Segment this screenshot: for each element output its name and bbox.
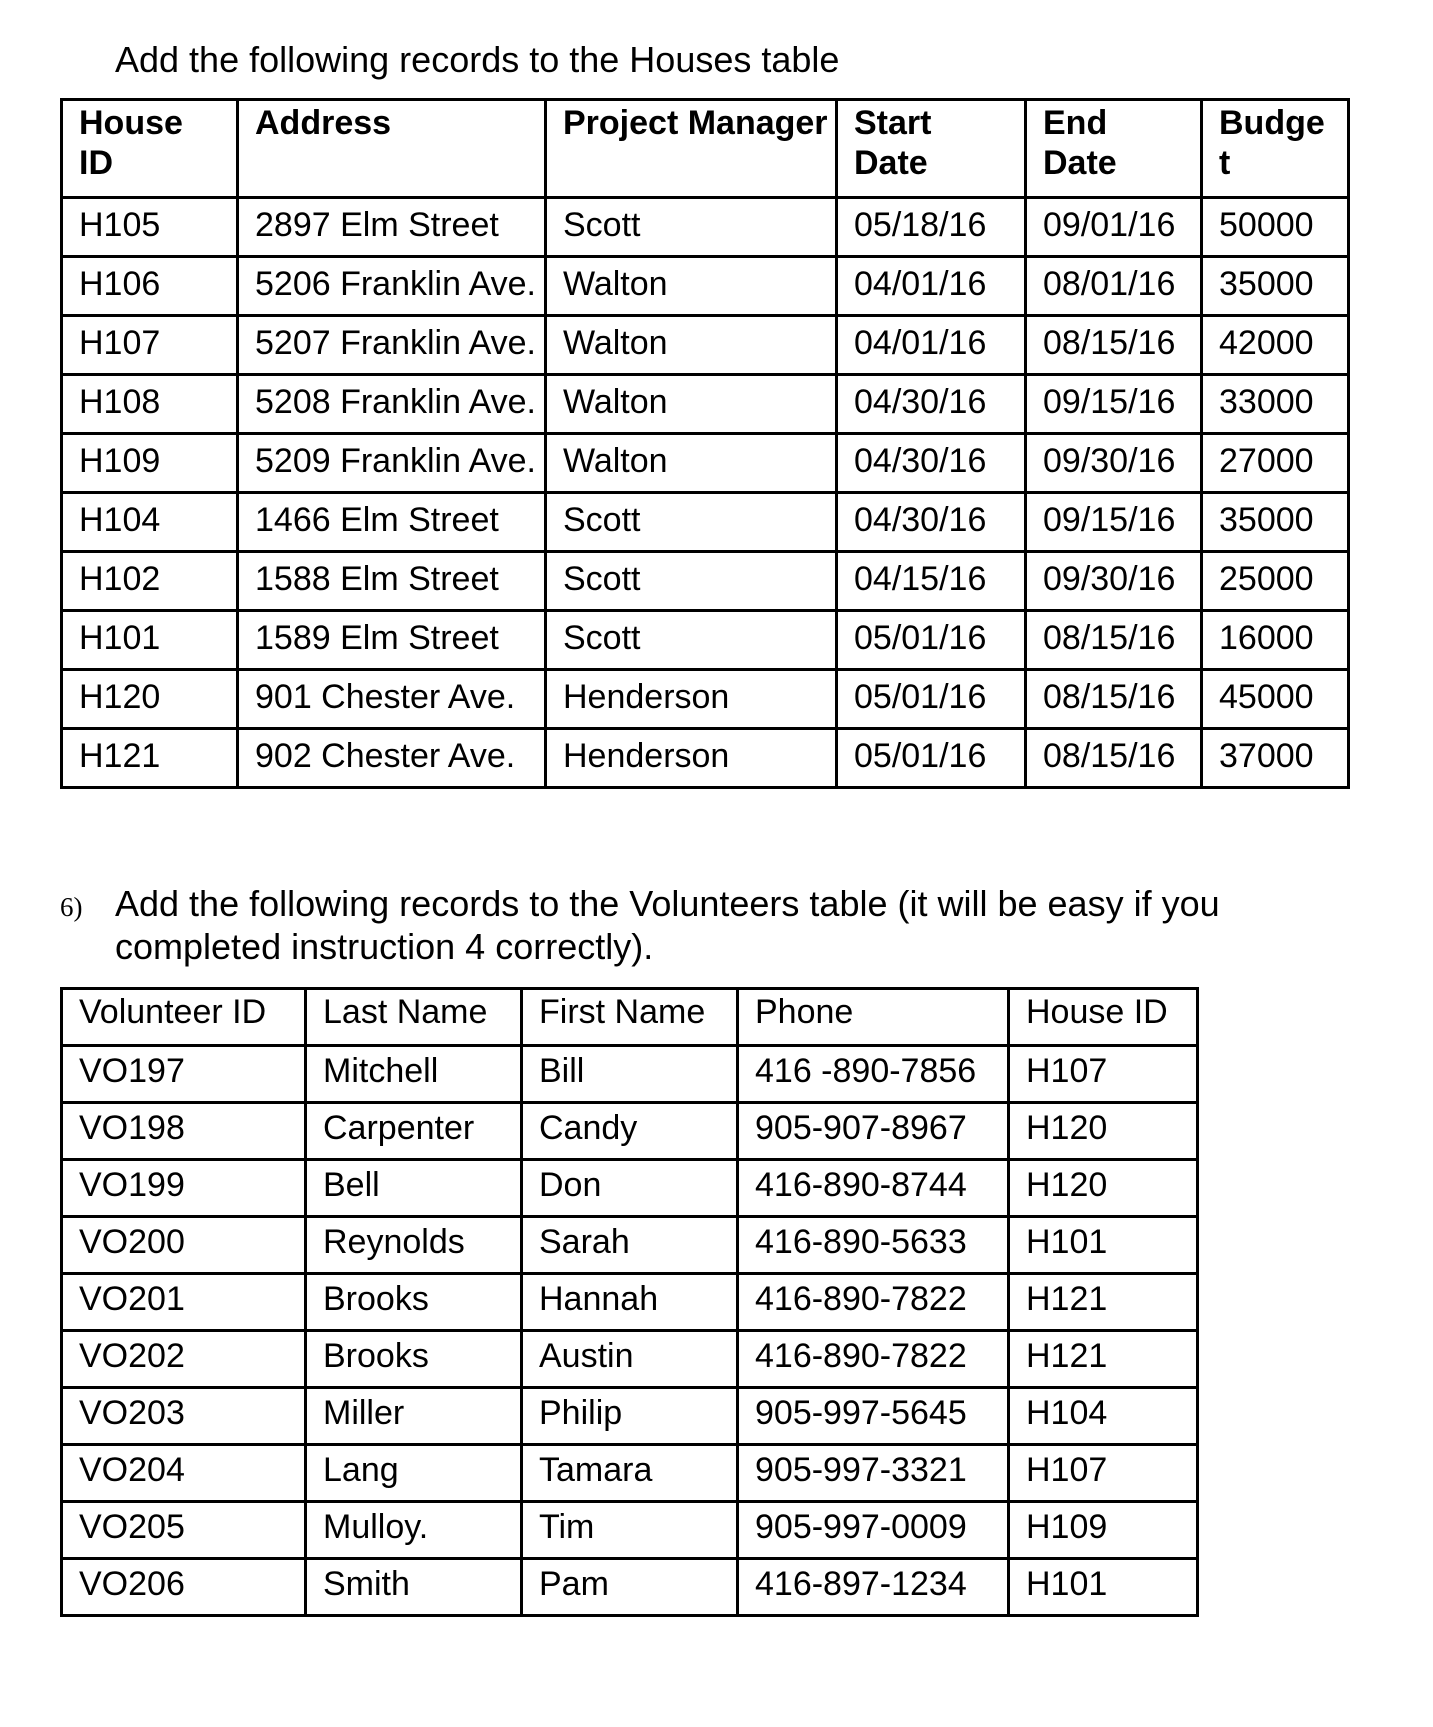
house-id-cell: H121 [1009,1331,1198,1388]
start-date-cell: 05/01/16 [837,729,1026,788]
project-manager-cell: Walton [546,375,837,434]
start-date-cell: 05/01/16 [837,611,1026,670]
houses-row [62,552,1349,611]
volunteers-row [62,1046,1198,1103]
volunteers-row [62,1274,1198,1331]
house-id-cell: H120 [1009,1103,1198,1160]
house-id-cell: H109 [1009,1502,1198,1559]
start-date-cell: 04/30/16 [837,434,1026,493]
phone-cell: 905-997-5645 [738,1388,1009,1445]
end-date-cell: 08/01/16 [1026,257,1202,316]
volunteer-id-cell: VO197 [62,1046,306,1103]
house-id-cell: H120 [1009,1160,1198,1217]
volunteers-row [62,1388,1198,1445]
header-budget: Budge t [1202,100,1349,198]
phone-cell: 905-997-0009 [738,1502,1009,1559]
header-volunteer-id: Volunteer ID [62,989,306,1046]
end-date-cell: 09/30/16 [1026,552,1202,611]
volunteer-id-cell: VO203 [62,1388,306,1445]
address-cell: 1466 Elm Street [238,493,546,552]
header-phone: Phone [738,989,1009,1046]
address-cell: 902 Chester Ave. [238,729,546,788]
volunteers-row [62,1445,1198,1502]
end-date-cell: 09/15/16 [1026,375,1202,434]
first-name-cell: Don [522,1160,738,1217]
project-manager-cell: Henderson [546,729,837,788]
house-id-cell: H101 [62,611,238,670]
project-manager-cell: Scott [546,493,837,552]
budget-cell: 45000 [1202,670,1349,729]
header-address: Address [238,100,546,198]
houses-row [62,316,1349,375]
project-manager-cell: Scott [546,198,837,257]
last-name-cell: Brooks [306,1274,522,1331]
address-cell: 5206 Franklin Ave. [238,257,546,316]
start-date-cell: 04/30/16 [837,375,1026,434]
houses-row [62,434,1349,493]
end-date-cell: 09/01/16 [1026,198,1202,257]
address-cell: 1588 Elm Street [238,552,546,611]
project-manager-cell: Walton [546,434,837,493]
budget-cell: 35000 [1202,257,1349,316]
header-start-date: Start Date [837,100,1026,198]
start-date-cell: 04/30/16 [837,493,1026,552]
first-name-cell: Philip [522,1388,738,1445]
start-date-cell: 04/01/16 [837,257,1026,316]
last-name-cell: Mulloy. [306,1502,522,1559]
start-date-cell: 05/18/16 [837,198,1026,257]
volunteers-header-row [62,989,1198,1046]
house-id-cell: H105 [62,198,238,257]
houses-header-row [62,100,1349,198]
header-project-manager: Project Manager [546,100,837,198]
house-id-cell: H102 [62,552,238,611]
house-id-cell: H121 [1009,1274,1198,1331]
address-cell: 5208 Franklin Ave. [238,375,546,434]
phone-cell: 416-890-8744 [738,1160,1009,1217]
last-name-cell: Miller [306,1388,522,1445]
phone-cell: 905-907-8967 [738,1103,1009,1160]
houses-table [60,98,1350,789]
volunteers-instruction: Add the following records to the Volunteers table (it will be easy if you completed instruction 4 correctly). [115,883,1220,967]
house-id-cell: H106 [62,257,238,316]
start-date-cell: 04/01/16 [837,316,1026,375]
project-manager-cell: Scott [546,611,837,670]
houses-row [62,257,1349,316]
budget-cell: 25000 [1202,552,1349,611]
address-cell: 1589 Elm Street [238,611,546,670]
first-name-cell: Tim [522,1502,738,1559]
project-manager-cell: Henderson [546,670,837,729]
house-id-cell: H120 [62,670,238,729]
houses-row [62,375,1349,434]
volunteers-row [62,1502,1198,1559]
address-cell: 5209 Franklin Ave. [238,434,546,493]
house-id-cell: H107 [1009,1445,1198,1502]
house-id-cell: H109 [62,434,238,493]
house-id-cell: H101 [1009,1559,1198,1616]
phone-cell: 416-890-5633 [738,1217,1009,1274]
end-date-cell: 08/15/16 [1026,316,1202,375]
budget-cell: 33000 [1202,375,1349,434]
project-manager-cell: Scott [546,552,837,611]
house-id-cell: H107 [1009,1046,1198,1103]
last-name-cell: Brooks [306,1331,522,1388]
first-name-cell: Austin [522,1331,738,1388]
volunteer-id-cell: VO202 [62,1331,306,1388]
phone-cell: 416-890-7822 [738,1331,1009,1388]
volunteers-row [62,1331,1198,1388]
volunteer-id-cell: VO204 [62,1445,306,1502]
houses-row [62,729,1349,788]
volunteer-id-cell: VO206 [62,1559,306,1616]
house-id-cell: H108 [62,375,238,434]
phone-cell: 416 -890-7856 [738,1046,1009,1103]
house-id-cell: H107 [62,316,238,375]
project-manager-cell: Walton [546,316,837,375]
volunteers-row [62,1559,1198,1616]
volunteer-id-cell: VO200 [62,1217,306,1274]
first-name-cell: Tamara [522,1445,738,1502]
end-date-cell: 08/15/16 [1026,729,1202,788]
houses-row [62,670,1349,729]
volunteers-row [62,1103,1198,1160]
volunteers-table [60,987,1199,1617]
houses-row [62,198,1349,257]
volunteer-id-cell: VO205 [62,1502,306,1559]
budget-cell: 50000 [1202,198,1349,257]
header-first-name: First Name [522,989,738,1046]
project-manager-cell: Walton [546,257,837,316]
volunteers-row [62,1160,1198,1217]
address-cell: 2897 Elm Street [238,198,546,257]
first-name-cell: Bill [522,1046,738,1103]
header-end-date: End Date [1026,100,1202,198]
house-id-cell: H121 [62,729,238,788]
last-name-cell: Reynolds [306,1217,522,1274]
end-date-cell: 09/15/16 [1026,493,1202,552]
volunteer-id-cell: VO201 [62,1274,306,1331]
budget-cell: 42000 [1202,316,1349,375]
volunteer-id-cell: VO198 [62,1103,306,1160]
phone-cell: 416-897-1234 [738,1559,1009,1616]
last-name-cell: Carpenter [306,1103,522,1160]
first-name-cell: Pam [522,1559,738,1616]
start-date-cell: 05/01/16 [837,670,1026,729]
houses-row [62,493,1349,552]
phone-cell: 905-997-3321 [738,1445,1009,1502]
budget-cell: 37000 [1202,729,1349,788]
house-id-cell: H104 [62,493,238,552]
last-name-cell: Lang [306,1445,522,1502]
last-name-cell: Mitchell [306,1046,522,1103]
first-name-cell: Candy [522,1103,738,1160]
start-date-cell: 04/15/16 [837,552,1026,611]
budget-cell: 35000 [1202,493,1349,552]
budget-cell: 27000 [1202,434,1349,493]
end-date-cell: 08/15/16 [1026,670,1202,729]
houses-instruction: Add the following records to the Houses table [115,39,840,80]
header-house-id: House ID [1009,989,1198,1046]
budget-cell: 16000 [1202,611,1349,670]
house-id-cell: H101 [1009,1217,1198,1274]
phone-cell: 416-890-7822 [738,1274,1009,1331]
volunteer-id-cell: VO199 [62,1160,306,1217]
header-house-id: House ID [62,100,238,198]
address-cell: 5207 Franklin Ave. [238,316,546,375]
header-last-name: Last Name [306,989,522,1046]
end-date-cell: 08/15/16 [1026,611,1202,670]
last-name-cell: Bell [306,1160,522,1217]
end-date-cell: 09/30/16 [1026,434,1202,493]
houses-row [62,611,1349,670]
volunteers-row [62,1217,1198,1274]
house-id-cell: H104 [1009,1388,1198,1445]
address-cell: 901 Chester Ave. [238,670,546,729]
first-name-cell: Sarah [522,1217,738,1274]
last-name-cell: Smith [306,1559,522,1616]
first-name-cell: Hannah [522,1274,738,1331]
list-number: 6) [60,892,83,922]
